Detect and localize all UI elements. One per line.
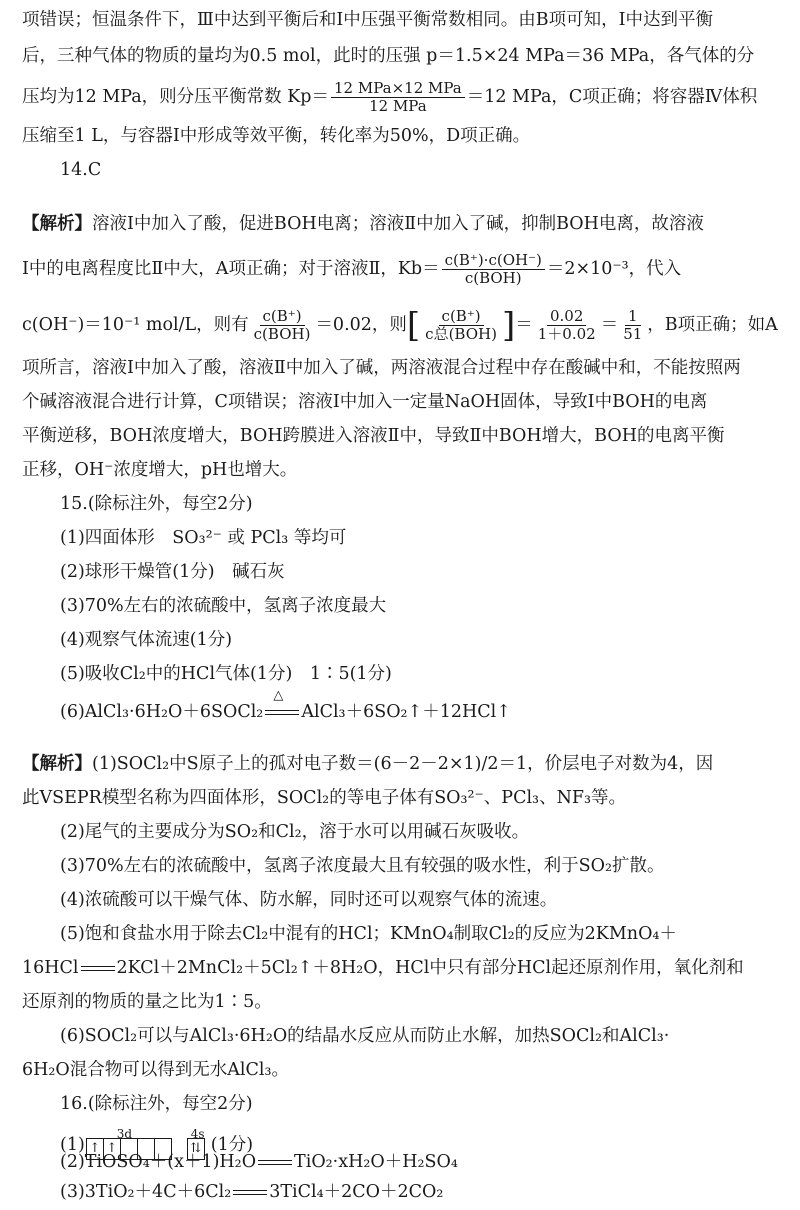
answer-16-2 bbox=[60, 1150, 458, 1174]
reaction-products: 3TiCl₄＋2CO＋2CO₂ bbox=[269, 1182, 444, 1202]
reaction-products: AlCl₃＋6SO₂↑＋12HCl↑ bbox=[301, 702, 511, 722]
text-segment: ＝ bbox=[600, 315, 619, 335]
text-line-kb bbox=[22, 252, 681, 287]
text-line: 项所言，溶液Ⅰ中加入了酸，溶液Ⅱ中加入了碱，两溶液混合过程中存在酸碱中和，不能按照两 bbox=[22, 358, 741, 378]
fraction-denominator: c(BOH) bbox=[464, 269, 522, 287]
text-line: (2)尾气的主要成分为SO₂和Cl₂，溶于水可以用碱石灰吸收。 bbox=[60, 822, 530, 842]
text-segment: Ⅰ中的电离程度比Ⅱ中大，A项正确；对于溶液Ⅱ，Kb＝ bbox=[22, 259, 440, 279]
text-line: 项错误；恒温条件下，Ⅲ中达到平衡后和Ⅰ中压强平衡常数相同。由B项可知，Ⅰ中达到平衡 bbox=[22, 10, 714, 30]
answer-15-2: (2)球形干燥管(1分) 碱石灰 bbox=[60, 562, 285, 582]
fraction bbox=[331, 80, 465, 115]
fraction-numerator: c(B⁺) bbox=[260, 308, 305, 326]
text-line-kp bbox=[22, 80, 757, 115]
fraction-denominator: 12 MPa bbox=[369, 97, 427, 115]
answer-14: 14.C bbox=[60, 160, 102, 180]
equals-sign bbox=[233, 1190, 267, 1195]
fraction-numerator: 1 bbox=[625, 308, 641, 326]
text-line: 正移，OH⁻浓度增大，pH也增大。 bbox=[22, 460, 298, 480]
fraction-denominator: c(BOH) bbox=[253, 325, 311, 343]
fraction-denominator: c总(BOH) bbox=[425, 325, 497, 343]
text-line: 还原剂的物质的量之比为1∶5。 bbox=[22, 992, 272, 1012]
reaction-reactants: (3)3TiO₂＋4C＋6Cl₂ bbox=[60, 1182, 232, 1202]
text-segment: ＝ bbox=[515, 315, 533, 335]
reaction-reactants: (6)AlCl₃·6H₂O＋6SOCl₂ bbox=[60, 702, 264, 722]
score-note: (1分) bbox=[210, 1135, 254, 1155]
question-15-header: 15.(除标注外，每空2分) bbox=[60, 494, 253, 514]
text-segment: 压均为12 MPa，则分压平衡常数 Kp＝ bbox=[22, 87, 330, 107]
text-line: (6)SOCl₂可以与AlCl₃·6H₂O的结晶水反应从而防止水解，加热SOCl₂和AlCl₃· bbox=[60, 1026, 670, 1046]
equals-sign bbox=[81, 966, 115, 971]
orbital-box-3d: ↑ bbox=[103, 1138, 121, 1160]
fraction bbox=[535, 308, 599, 343]
answer-16-3 bbox=[60, 1180, 443, 1204]
answer-15-6 bbox=[60, 688, 511, 724]
text-segment: 溶液Ⅰ中加入了酸，促进BOH电离；溶液Ⅱ中加入了碱，抑制BOH电离，故溶液 bbox=[92, 214, 704, 234]
answer-15-4: (4)观察气体流速(1分) bbox=[60, 630, 233, 650]
heat-arrow bbox=[263, 688, 301, 724]
text-segment: (1)SOCl₂中S原子上的孤对电子数＝(6－2－2×1)/2＝1，价层电子对数为4，因 bbox=[92, 754, 714, 774]
text-line: 平衡逆移，BOH浓度增大，BOH跨膜进入溶液Ⅱ中，导致Ⅱ中BOH增大，BOH的电离平衡 bbox=[22, 426, 725, 446]
text-line: 此VSEPR模型名称为四面体形，SOCl₂的等电子体有SO₃²⁻、PCl₃、NF₃等。 bbox=[22, 788, 627, 808]
orbital-box-3d: ↑ bbox=[86, 1138, 104, 1160]
reaction-products: TiO₂·xH₂O＋H₂SO₄ bbox=[294, 1152, 458, 1172]
fraction-denominator: 1＋0.02 bbox=[537, 325, 596, 343]
question-16-header: 16.(除标注外，每空2分) bbox=[60, 1094, 253, 1114]
left-bracket: [ bbox=[406, 305, 421, 346]
answer-15-1: (1)四面体形 SO₃²⁻ 或 PCl₃ 等均可 bbox=[60, 528, 347, 548]
orbital-label-3d: 3d bbox=[116, 1127, 133, 1141]
orbital-label-4s: 4s bbox=[190, 1127, 205, 1141]
text-line bbox=[22, 752, 713, 776]
text-line: 后，三种气体的物质的量均为0.5 mol，此时的压强 p＝1.5×24 MPa＝36 MPa，各气体的分 bbox=[22, 46, 755, 66]
equals-sign bbox=[265, 710, 299, 715]
text-line: (4)浓硫酸可以干燥气体、防水解，同时还可以观察气体的流速。 bbox=[60, 890, 558, 910]
fraction-denominator: 51 bbox=[623, 325, 643, 343]
answer-15-5: (5)吸收Cl₂中的HCl气体(1分) 1∶5(1分) bbox=[60, 664, 392, 684]
text-segment: (1) bbox=[60, 1135, 85, 1155]
orbital-box-4s: ⇅ bbox=[187, 1138, 205, 1160]
fraction-numerator: c(B⁺) bbox=[439, 308, 484, 326]
text-line bbox=[22, 212, 704, 236]
text-line: (3)70%左右的浓硫酸中，氢离子浓度最大且有较强的吸水性，利于SO₂扩散。 bbox=[60, 856, 665, 876]
text-line bbox=[22, 956, 744, 980]
answer-15-3: (3)70%左右的浓硫酸中，氢离子浓度最大 bbox=[60, 596, 387, 616]
text-line: 个碱溶液混合进行计算，C项错误；溶液Ⅰ中加入一定量NaOH固体，导致Ⅰ中BOH的电离 bbox=[22, 392, 708, 412]
analysis-tag: 【解析】 bbox=[22, 754, 92, 774]
analysis-tag: 【解析】 bbox=[22, 214, 92, 234]
equals-sign bbox=[258, 1160, 292, 1165]
text-segment: c(OH⁻)＝10⁻¹ mol/L，则有 bbox=[22, 315, 249, 335]
text-segment: ＝2×10⁻³，代入 bbox=[546, 259, 682, 279]
fraction-numerator: c(B⁺)·c(OH⁻) bbox=[442, 252, 545, 270]
heat-symbol: △ bbox=[273, 688, 284, 703]
text-line: (5)饱和食盐水用于除去Cl₂中混有的HCl；KMnO₄制取Cl₂的反应为2KMnO₄＋ bbox=[60, 924, 677, 944]
text-segment: ＝12 MPa，C项正确；将容器Ⅳ体积 bbox=[466, 87, 758, 107]
fraction bbox=[442, 252, 545, 287]
fraction-numerator: 12 MPa×12 MPa bbox=[331, 80, 465, 98]
fraction bbox=[620, 308, 645, 343]
text-segment: ，B项正确；如A bbox=[647, 315, 778, 335]
reaction-reactants: (2)TiOSO₄＋(x＋1)H₂O bbox=[60, 1152, 257, 1172]
text-segment: 16HCl bbox=[22, 958, 79, 978]
fraction bbox=[422, 308, 500, 343]
text-segment: ＝0.02，则 bbox=[315, 315, 407, 335]
right-bracket: ] bbox=[501, 305, 516, 346]
text-line: 6H₂O混合物可以得到无水AlCl₃。 bbox=[22, 1060, 289, 1080]
fraction-numerator: 0.02 bbox=[547, 308, 586, 326]
text-line: 压缩至1 L，与容器Ⅰ中形成等效平衡，转化率为50%，D项正确。 bbox=[22, 126, 531, 146]
text-segment: 2KCl＋2MnCl₂＋5Cl₂↑＋8H₂O，HCl中只有部分HCl起还原剂作用，氧化剂和 bbox=[116, 958, 744, 978]
fraction bbox=[251, 308, 314, 343]
text-line-ratio bbox=[22, 305, 778, 346]
